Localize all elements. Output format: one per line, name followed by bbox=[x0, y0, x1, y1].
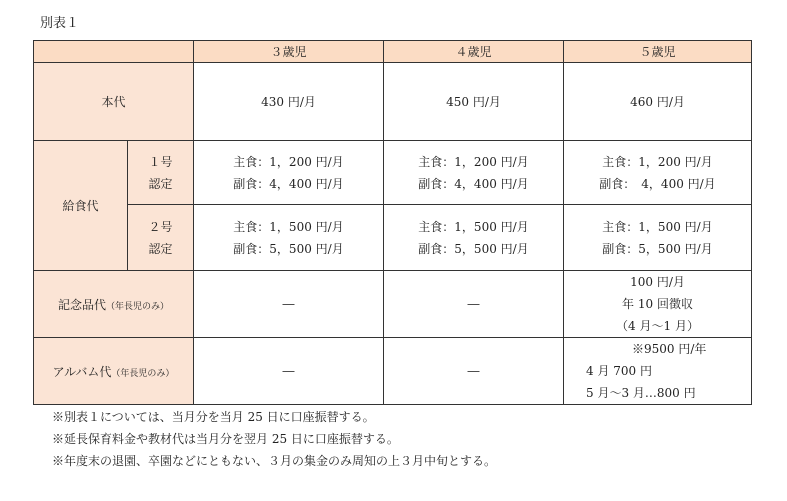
album-april: 4 月 700 円 bbox=[586, 364, 652, 378]
staple-fee: 主食：1，500 円/月 bbox=[602, 219, 713, 234]
sub-label-type2 bbox=[128, 205, 194, 271]
row-album-fee bbox=[34, 338, 752, 405]
side-fee: 副食：4，400 円/月 bbox=[418, 176, 529, 191]
cell-commemorative-age-3: ― bbox=[194, 271, 384, 338]
commemorative-label: 記念品代 bbox=[57, 297, 106, 312]
header-row bbox=[34, 41, 752, 63]
header-age-3: ３歳児 bbox=[194, 41, 384, 63]
staple-fee: 主食：1，500 円/月 bbox=[233, 219, 344, 234]
sub-label-type1 bbox=[128, 141, 194, 205]
sub-label-type2-a: ２号 bbox=[148, 219, 173, 234]
cell-meal2-age-5 bbox=[564, 205, 752, 271]
cell-meal2-age-4 bbox=[384, 205, 564, 271]
note-item: ※延長保育料金や教材代は当月分を翌月 25 日に口座振替する。 bbox=[52, 432, 399, 446]
commemorative-amount: 100 円/月 bbox=[630, 275, 685, 289]
header-age-5: ５歳児 bbox=[564, 41, 752, 63]
cell-meal1-age-4 bbox=[384, 141, 564, 205]
album-note: （年長児のみ） bbox=[111, 368, 175, 379]
cell-commemorative-age-5 bbox=[564, 271, 752, 338]
cell-book-age-4: 450 円/月 bbox=[384, 63, 564, 141]
cell-meal1-age-3 bbox=[194, 141, 384, 205]
side-fee: 副食：4，400 円/月 bbox=[233, 176, 344, 191]
cell-book-age-5: 460 円/月 bbox=[564, 63, 752, 141]
table-caption: 別表１ bbox=[40, 16, 80, 31]
note-item: ※別表１については、当月分を当月 25 日に口座振替する。 bbox=[52, 410, 375, 424]
header-age-4: ４歳児 bbox=[384, 41, 564, 63]
row-label-book-fee: 本代 bbox=[34, 63, 194, 141]
commemorative-count: 年 10 回徴収 bbox=[622, 297, 693, 311]
side-fee: 副食：5，500 円/月 bbox=[233, 241, 344, 256]
album-may-march: 5 月～3 月…800 円 bbox=[586, 386, 696, 400]
staple-fee: 主食：1，200 円/月 bbox=[602, 154, 713, 169]
side-fee: 副食：5，500 円/月 bbox=[418, 241, 529, 256]
cell-album-age-3: ― bbox=[194, 338, 384, 405]
cell-book-age-3: 430 円/月 bbox=[194, 63, 384, 141]
sub-label-type2-b: 認定 bbox=[148, 241, 173, 256]
row-label-meal-fee: 給食代 bbox=[34, 141, 128, 271]
row-book-fee bbox=[34, 63, 752, 141]
notes bbox=[52, 406, 496, 472]
fee-table bbox=[33, 40, 752, 405]
cell-commemorative-age-4: ― bbox=[384, 271, 564, 338]
cell-meal2-age-3 bbox=[194, 205, 384, 271]
cell-meal1-age-5 bbox=[564, 141, 752, 205]
row-commemorative-fee bbox=[34, 271, 752, 338]
staple-fee: 主食：1，200 円/月 bbox=[233, 154, 344, 169]
side-fee: 副食： 4，400 円/月 bbox=[599, 176, 716, 191]
sub-label-type1-a: １号 bbox=[148, 154, 173, 169]
cell-album-age-4: ― bbox=[384, 338, 564, 405]
row-label-commemorative bbox=[34, 271, 194, 338]
row-meal-type2 bbox=[34, 205, 752, 271]
album-label: アルバム代 bbox=[52, 364, 112, 379]
row-label-album bbox=[34, 338, 194, 405]
commemorative-note: （年長児のみ） bbox=[106, 301, 170, 312]
header-corner bbox=[34, 41, 194, 63]
sub-label-type1-b: 認定 bbox=[148, 176, 173, 191]
commemorative-period: （4 月～1 月） bbox=[616, 319, 699, 333]
row-meal-type1 bbox=[34, 141, 752, 205]
staple-fee: 主食：1，500 円/月 bbox=[418, 219, 529, 234]
cell-album-age-5 bbox=[564, 338, 752, 405]
side-fee: 副食：5，500 円/月 bbox=[602, 241, 713, 256]
album-annual: ※9500 円/年 bbox=[632, 342, 707, 356]
note-item: ※年度末の退園、卒園などにともない、３月の集金のみ周知の上３月中旬とする。 bbox=[52, 454, 497, 468]
staple-fee: 主食：1，200 円/月 bbox=[418, 154, 529, 169]
